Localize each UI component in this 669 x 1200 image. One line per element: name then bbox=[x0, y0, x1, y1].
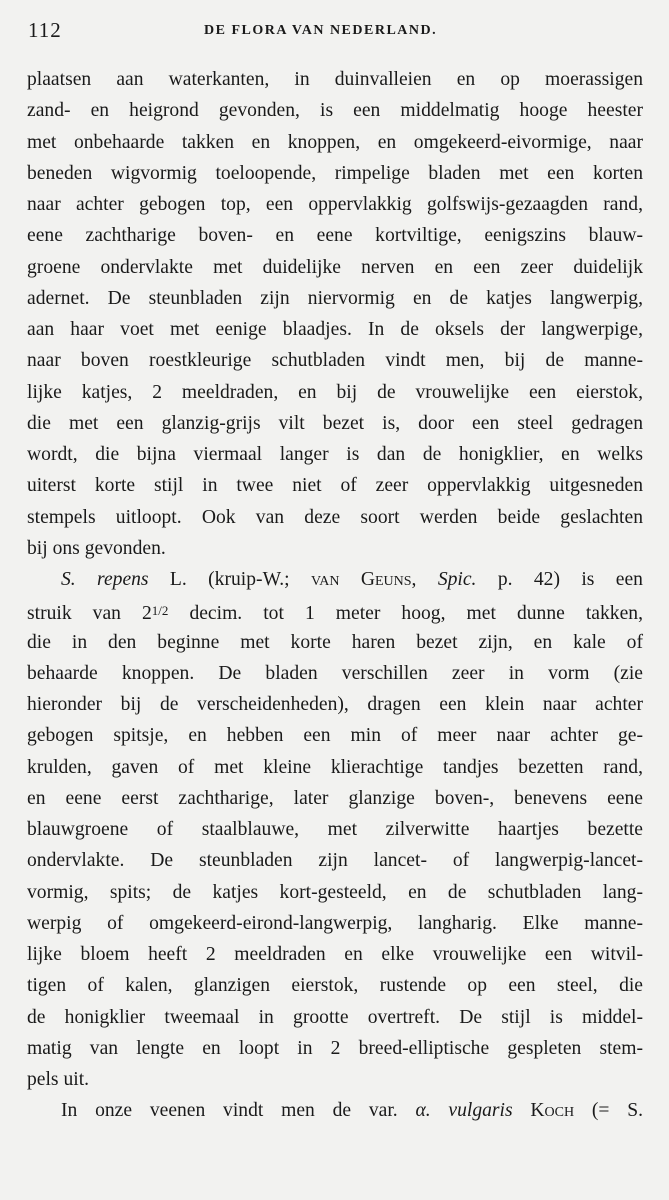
reference-work: Spic. bbox=[437, 569, 477, 590]
variety-name: α. vulgaris bbox=[415, 1100, 513, 1122]
text-line: plaatsen aan waterkanten, in duinvalleien en op moerassigen bbox=[27, 69, 643, 90]
reference-author: van Geuns, bbox=[310, 569, 417, 590]
variety-author: Koch bbox=[530, 1100, 575, 1122]
text-line: beneden wigvormig toeloopende, rimpelige bladen met een korten bbox=[27, 162, 643, 184]
text-line: lijke katjes, 2 meeldraden, en bij de vrouwelijke een eierstok, bbox=[27, 381, 643, 403]
text-line: gebogen spitsje, en hebben een min of meer naar achter ge- bbox=[27, 725, 643, 747]
text-line: tigen of kalen, glanzigen eierstok, rustende op een steel, die bbox=[27, 975, 643, 997]
running-head: DE FLORA VAN NEDERLAND. bbox=[204, 23, 438, 38]
text-line: naar boven roestkleurige schutbladen vindt men, bij de manne- bbox=[27, 350, 643, 372]
line-rest: is een bbox=[581, 569, 643, 590]
common-name: (kruip-W.; bbox=[208, 569, 290, 590]
page-header bbox=[28, 18, 648, 48]
text-line: groene ondervlakte met duidelijke nerven en een zeer duidelijk bbox=[27, 256, 643, 278]
text-line: stempels uitloopt. Ook van deze soort werden beide geslachten bbox=[27, 506, 643, 528]
line-start: In onze veenen vindt men de var. bbox=[61, 1100, 398, 1122]
species-name: S. repens bbox=[61, 569, 149, 590]
text-line: met onbehaarde takken en knoppen, en omgekeerd-eivormige, naar bbox=[27, 131, 643, 153]
text-line: zand- en heigrond gevonden, is een middelmatig hooge heester bbox=[27, 100, 643, 122]
text-line-variety bbox=[27, 1095, 643, 1126]
line-start: struik van 2 bbox=[27, 603, 152, 625]
text-line: bij ons gevonden. bbox=[27, 537, 166, 559]
fraction: 1/2 bbox=[151, 603, 169, 619]
text-line: die met een glanzig-grijs vilt bezet is, door een steel gedragen bbox=[27, 412, 643, 434]
text-line: adernet. De steunbladen zijn niervormig en de katjes langwerpig, bbox=[27, 287, 643, 309]
line-end: (= S. bbox=[591, 1100, 643, 1122]
text-line: krulden, gaven of met kleine klierachtige tandjes bezetten rand, bbox=[27, 756, 643, 778]
text-line: uiterst korte stijl in twee niet of zeer oppervlakkig uitgesneden bbox=[27, 475, 643, 497]
text-line: naar achter gebogen top, een oppervlakkig golfswijs-gezaagden rand, bbox=[27, 194, 643, 215]
species-author: L. bbox=[169, 569, 187, 590]
text-line: blauwgroene of staalblauwe, met zilverwitte haartjes bezette bbox=[27, 819, 643, 840]
text-line-species bbox=[27, 564, 643, 595]
page-number: 112 bbox=[28, 18, 62, 42]
text-line: ondervlakte. De steunbladen zijn lancet- of langwerpig-lancet- bbox=[27, 850, 643, 872]
text-line: matig van lengte en loopt in 2 breed-elliptische gespleten stem- bbox=[27, 1037, 643, 1059]
text-line: pels uit. bbox=[27, 1069, 90, 1090]
text-line: lijke bloem heeft 2 meeldraden en elke vrouwelijke een witvil- bbox=[27, 944, 643, 965]
text-line: de honigklier tweemaal in grootte overtreft. De stijl is middel- bbox=[27, 1006, 643, 1028]
text-line: en eene eerst zachtharige, later glanzige boven-, benevens eene bbox=[27, 787, 643, 809]
reference-page: p. 42) bbox=[497, 569, 560, 590]
text-line: die in den beginne met korte haren bezet zijn, en kale of bbox=[27, 631, 643, 653]
body-text bbox=[27, 64, 643, 1127]
text-line: eene zachtharige boven- en eene kortviltige, eenigszins blauw- bbox=[27, 225, 643, 247]
text-line: behaarde knoppen. De bladen verschillen zeer in vorm (zie bbox=[27, 662, 643, 684]
text-line: hieronder bij de verscheidenheden), dragen een klein naar achter bbox=[27, 694, 643, 715]
text-line: vormig, spits; de katjes kort-gesteeld, en de schutbladen lang- bbox=[27, 881, 643, 903]
text-line: werpig of omgekeerd-eirond-langwerpig, langharig. Elke manne- bbox=[27, 912, 643, 934]
text-line: wordt, die bijna viermaal langer is dan de honigklier, en welks bbox=[27, 444, 643, 465]
line-end: decim. tot 1 meter hoog, met dunne takken, bbox=[189, 603, 643, 625]
text-line-fraction bbox=[27, 595, 643, 626]
text-line: aan haar voet met eenige blaadjes. In de oksels der langwerpige, bbox=[27, 319, 643, 340]
